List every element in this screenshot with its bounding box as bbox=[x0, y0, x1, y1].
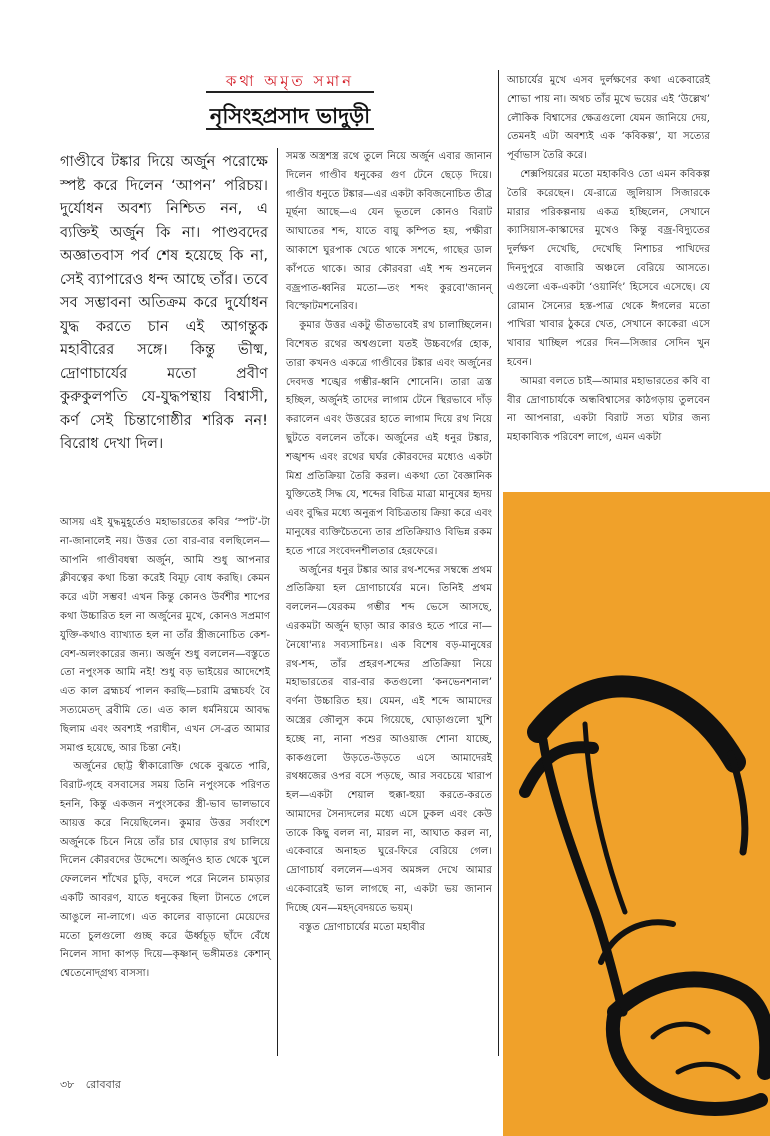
paragraph: বস্তুত দ্রোণাচার্যের মতো মহাবীর bbox=[299, 921, 426, 933]
paragraph: আমরা বলতে চাই—আমার মহাভারতের কবি বা বীর দ্রোণাচার্যকে অন্ধবিশ্বাসের কাঠগড়ায় তুলবেন না আপনারা, একটা বিরাট সত্য ঘটার জন্য মহাকাব্যিক পরিবেশ লাগে, এমন একটা bbox=[507, 375, 710, 444]
column-divider-left bbox=[277, 148, 278, 1056]
paragraph: শেক্সপিয়রের মতো মহাকবিও তো এমন কবিকল্প তৈরি করেছেন। যে-রাত্রে জুলিয়াস সিজারকে মারার পরিকল্পনায় একত্র হচ্ছিলেন, সেখানে ক্যাসিয়াস-কাস্কাদের মুখেও কিন্তু বজ্র-বিদ্যুতের দুর্লক্ষণ দেখেছি, দেখেছি নিশাচর পাখিদের দিনদুপুরে বাজারি অঞ্চলে বেরিয়ে আসতে। এগুলো এক-একটা ‘ওয়ার্নিং’ হিসেবে এসেছে। যে রোমান সৈন্যের হস্ত-পাত্র থেকে ঈগলের মতো পাখিরা খাবার ঠুকরে খেত, সেখানে কাকেরা এসে খাবার খাচ্ছিল পরের দিন—সিজার সেদিন খুন হবেন। bbox=[507, 168, 710, 368]
paragraph: কুমার উত্তর একটু ভীতভাবেই রথ চালাচ্ছিলেন। বিশেষত রথের অশ্বগুলো যতই উচ্চবর্গের হোক, তারা কখনও একত্রে গাণ্ডীবের টঙ্কার এবং অর্জুনের দেবদত্ত শঙ্খের গম্ভীর-ধ্বনি শোনেনি। তারা ত্রস্ত হচ্ছিল, অর্জুনই তাদের লাগাম টেনে স্থিরভাবে দাঁড় করালেন এবং উত্তরের হাতে লাগাম দিয়ে রথ নিয়ে ছুটতে বললেন তাঁকে। অর্জুনের এই ধনুর টঙ্কার, শঙ্খশব্দ এবং রথের ঘর্ঘর কৌরবদের মধ্যেও একটা মিশ্র প্রতিক্রিয়া তৈরি করল। একথা তো বৈজ্ঞানিক যুক্তিতেই সিদ্ধ যে, শব্দের বিচিত্র মাত্রা মানুষের হৃদয় এবং বুদ্ধির মধ্যে অনুরূপ বিচিত্রতায় ক্রিয়া করে এবং মানুষের ব্যক্তিচৈতন্যে তার প্রতিক্রিয়াও বিভিন্ন রকম হতে পারে সংবেদনশীলতার হেরফেরে। bbox=[286, 320, 492, 557]
page-number: ৩৮ bbox=[60, 1078, 75, 1091]
page-footer bbox=[60, 1076, 121, 1095]
illustration-panel bbox=[503, 492, 770, 1136]
column-divider-right bbox=[498, 70, 499, 1056]
paragraph: আচার্যের মুখে এসব দুর্লক্ষণের কথা একেবারেই শোভা পায় না। অথচ তাঁর মুখে ভয়ের এই ‘উল্লেখ’ লৌকিক বিশ্বাসের ক্ষেত্রগুলো যেমন জানিয়ে দেয়, তেমনই এটা অবশ্যই এক ‘কবিকল্প’, যা সত্যের পূর্বাভাস তৈরি করে। bbox=[507, 75, 710, 162]
body-column-c bbox=[507, 72, 710, 448]
body-column-b bbox=[286, 148, 492, 937]
section-kicker: কথা অমৃত সমান bbox=[225, 72, 355, 90]
paragraph: আসয় এই যুদ্ধমুহূর্তেও মহাভারতের কবির ‘স্পট’-টা না-জানালেই নয়। উত্তর তো বার-বার বলছিলেন—আপনি গাণ্ডীবধন্বা অর্জুন, আমি শুধু আপনার ক্লীবত্বের কথা চিন্তা করেই বিমূঢ় বোধ করছি। কেমন করে এটা সম্ভব! এখন কিন্তু কোনও উর্বশীর শাপের কথা উচ্চারিত হল না অর্জুনের মুখে, কোনও সপ্রমাণ যুক্তি-কথাও ব্যাখ্যাত হল না তাঁর স্ত্রীজনোচিত কেশ-বেশ-অলংকারের জন্য। অর্জুন শুধু বললেন—বস্তুতে তো নপুংসক আমি নই! শুধু বড় ভাইয়ের আদেশেই এত কাল ব্রহ্মচর্য পালন করছি—চরামি ব্রহ্মচর্যং বৈ সত্যমেতদ্ ব্রবীমি তে। এত কাল ধর্মনিয়মে আবদ্ধ ছিলাম এবং অবশ্যই পরাধীন, এখন সে-ব্রত আমার সমাপ্ত হয়েছে, আর চিন্তা নেই। bbox=[60, 517, 270, 754]
author-name: নৃসিংহপ্রসাদ ভাদুড়ী bbox=[209, 104, 371, 128]
header-rule-top bbox=[206, 91, 374, 93]
lead-text: গাণ্ডীবে টঙ্কার দিয়ে অর্জুন পরোক্ষে স্পষ্ট করে দিলেন ‘আপন’ পরিচয়। দুর্যোধন অবশ্য নিশ্চিত নন, এ ব্যক্তিই অর্জুন কি না। পাণ্ডবদের অজ্ঞাতবাস পর্ব শেষ হয়েছে কি না, সেই ব্যাপারেও ধন্দ আছে তাঁর। তবে সব সম্ভাবনা অতিক্রম করে দুর্যোধন যুদ্ধ করতে চান এই আগন্তুক মহাবীরের সঙ্গে। কিন্তু ভীষ্ম, দ্রোণাচার্যের মতো প্রবীণ কুরুকুলপতি যে-যুদ্ধপন্থায় বিশ্বাসী, কর্ণ সেই চিন্তাগোষ্ঠীর শরিক নন! বিরোধ দেখা দিল। bbox=[60, 153, 268, 452]
paragraph: সমস্ত অস্ত্রশস্ত্র রথে তুলে নিয়ে অর্জুন এবার জানান দিলেন গাণ্ডীব ধনুকের গুণ টেনে ছেড়ে দিয়ে। গাণ্ডীব ধনুতে টঙ্কার—এর একটা কবিজনোচিত তীব্র মূর্ছনা আছে—এ যেন ভূতলে কোনও বিরাট আঘাতের শব্দ, যাতে বায়ু কম্পিত হয়, পক্ষীরা আকাশে ঘুরপাক খেতে থাকে সশব্দে, গাছের ডাল কাঁপতে থাকে। আর কৌরবরা এই শব্দ শুনলেন বজ্রপাত-ধ্বনির মতো—তং শব্দং কুরবো'জানন্ বিস্ফোটমশনেরিব। bbox=[286, 151, 492, 313]
magazine-name: রোববার bbox=[85, 1078, 121, 1091]
header-rule-bottom bbox=[206, 128, 374, 130]
lead-paragraph bbox=[60, 150, 268, 456]
body-column-a bbox=[60, 514, 270, 984]
illustration-background bbox=[503, 492, 770, 1136]
paragraph: অর্জুনের ধনুর টঙ্কার আর রথ-শব্দের সম্বন্ধে প্রথম প্রতিক্রিয়া হল দ্রোণাচার্যের মনে। তিনিই প্রথম বললেন—যেরকম গম্ভীর শব্দ ভেসে আসছে, এরকমটা অর্জুন ছাড়া আর কারও হতে পারে না—নৈষো'ন্যঃ সব্যসাচিনঃ। এক বিশেষ বড়-মানুষের রথ-শব্দ, তাঁর প্রহরণ-শব্দের প্রতিক্রিয়া নিয়ে মহাভারতের বার-বার কতগুলো ‘কনভেনশনাল’ বর্ণনা উচ্চারিত হয়। যেমন, এই শব্দে আমাদের অস্ত্রের জৌলুস কমে গিয়েছে, ঘোড়াগুলো খুশি হচ্ছে না, নানা পশুর আওয়াজ শোনা যাচ্ছে, কাকগুলো উড়তে-উড়তে এসে আমাদেরই রথধ্বজের ওপর বসে পড়ছে, আর সবচেয়ে খারাপ হল—একটা শেয়াল হুক্কা-হুয়া করতে-করতে আমাদের সৈন্যদলের মধ্যে এসে ঢুকল এবং কেউ তাকে কিছু বলল না, মারল না, আঘাত করল না, একেবারে অনাহত ঘুরে-ফিরে বেরিয়ে গেল। দ্রোণাচার্য বললেন—এসব অমঙ্গল দেখে আমার একেবারেই ভাল লাগছে না, একটা ভয় জানান দিচ্ছে যেন—মহদ্‌বেদয়তে ভয়ম্। bbox=[286, 564, 492, 914]
paragraph: অর্জুনের ছোট্ট স্বীকারোক্তি থেকে বুঝতে পারি, বিরাট-গৃহে বসবাসের সময় তিনি নপুংসকে পরিণত হননি, কিন্তু একজন নপুংসকের স্ত্রী-ভাব ভালভাবে আয়ত্ত করে নিয়েছিলেন। কুমার উত্তর সর্বাংশে অর্জুনকে চিনে নিয়ে তাঁর চার ঘোড়ার রথ চালিয়ে দিলেন কৌরবদের উদ্দেশে। অর্জুনও হাত থেকে খুলে ফেললেন শাঁখের চুড়ি, বদলে পরে নিলেন চামড়ার একটি আবরণ, যাতে ধনুকের ছিলা টানতে গেলে আঙুলে না-লাগে। এত কালের বাড়ানো মেয়েদের মতো চুলগুলো গুচ্ছ করে ঊর্ধ্বচূড় ছাঁদে বেঁধে নিলেন সাদা কাপড় দিয়ে—কৃষ্ণান্ ভঙ্গীমতঃ কেশান্ শ্বেতেনোদ্গ্রথ্য বাসসা। bbox=[60, 761, 270, 980]
